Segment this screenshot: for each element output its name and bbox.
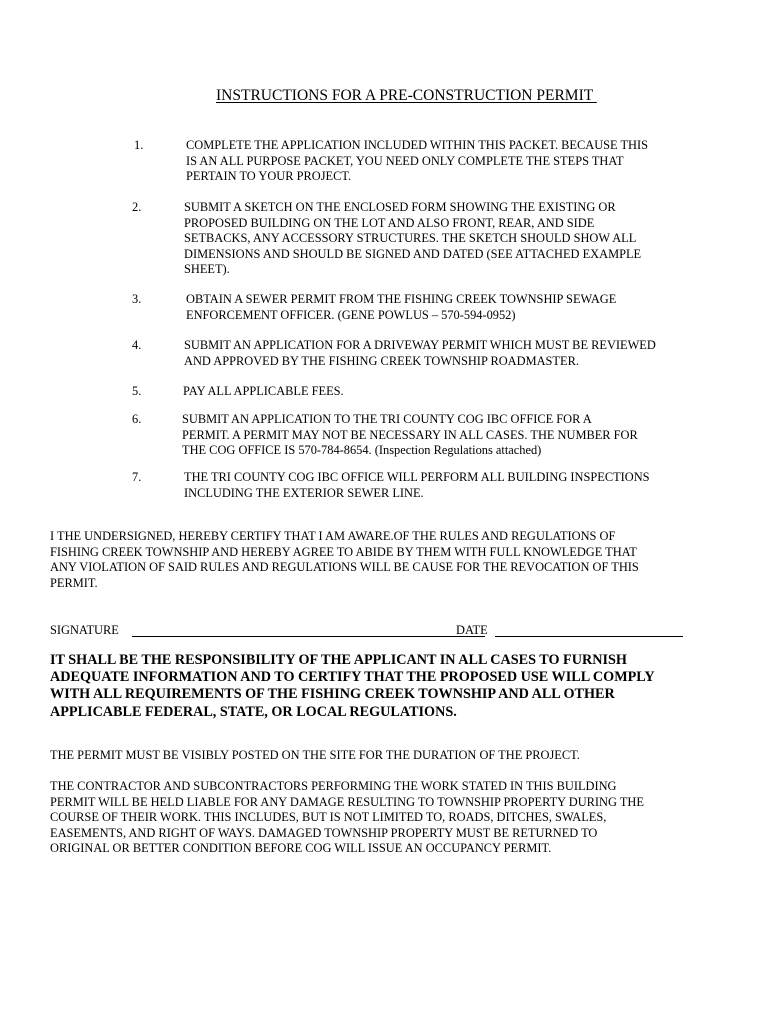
step-line: AND APPROVED BY THE FISHING CREEK TOWNSHIP ROADMASTER. [184,353,579,368]
signature-field[interactable] [132,636,485,637]
step-number: 3. [132,292,142,306]
certification-line: PERMIT. [50,575,98,590]
posting-notice: THE PERMIT MUST BE VISIBLY POSTED ON THE SITE FOR THE DURATION OF THE PROJECT. [50,748,580,762]
responsibility-statement [50,652,730,721]
step-line: IS AN ALL PURPOSE PACKET, YOU NEED ONLY COMPLETE THE STEPS THAT [186,153,624,168]
step-line: PROPOSED BUILDING ON THE LOT AND ALSO FRONT, REAR, AND SIDE [184,215,595,230]
contractor-line: COURSE OF THEIR WORK. THIS INCLUDES, BUT IS NOT LIMITED TO, ROADS, DITCHES, SWALES, [50,810,607,825]
step-line: SHEET). [184,262,230,277]
responsibility-line: IT SHALL BE THE RESPONSIBILITY OF THE APPLICANT IN ALL CASES TO FURNISH [50,652,627,668]
step-line: COMPLETE THE APPLICATION INCLUDED WITHIN THIS PACKET. BECAUSE THIS [186,138,649,152]
certification-line: ANY VIOLATION OF SAID RULES AND REGULATIONS WILL BE CAUSE FOR THE REVOCATION OF THIS [50,560,639,575]
step-number: 1. [134,138,144,152]
contractor-line: THE CONTRACTOR AND SUBCONTRACTORS PERFORMING THE WORK STATED IN THIS BUILDING [50,779,617,793]
step-line: THE TRI COUNTY COG IBC OFFICE WILL PERFORM ALL BUILDING INSPECTIONS [184,470,650,484]
step-text [184,470,650,501]
step-line: SETBACKS, ANY ACCESSORY STRUCTURES. THE SKETCH SHOULD SHOW ALL [184,231,637,246]
step-line: PERTAIN TO YOUR PROJECT. [186,169,352,184]
step-line: SUBMIT AN APPLICATION FOR A DRIVEWAY PERMIT WHICH MUST BE REVIEWED [184,338,656,352]
contractor-line: EASEMENTS, AND RIGHT OF WAYS. DAMAGED TOWNSHIP PROPERTY MUST BE RETURNED TO [50,825,598,840]
step-text [184,200,641,278]
step-line: OBTAIN A SEWER PERMIT FROM THE FISHING CREEK TOWNSHIP SEWAGE [186,292,617,306]
step-text [184,338,656,369]
step-text [186,138,648,185]
step-line: INCLUDING THE EXTERIOR SEWER LINE. [184,485,424,500]
certification-line: I THE UNDERSIGNED, HEREBY CERTIFY THAT I AM AWARE.OF THE RULES AND REGULATIONS OF [50,529,616,543]
responsibility-line: WITH ALL REQUIREMENTS OF THE FISHING CREEK TOWNSHIP AND ALL OTHER [50,686,615,703]
signature-row [50,623,700,641]
step-line: PAY ALL APPLICABLE FEES. [183,384,344,398]
contractor-notice [50,779,730,857]
date-field[interactable] [495,636,683,637]
step-text [182,412,638,459]
step-line: DIMENSIONS AND SHOULD BE SIGNED AND DATED (SEE ATTACHED EXAMPLE [184,246,642,261]
step-line: ENFORCEMENT OFFICER. (GENE POWLUS – 570-594-0952) [186,307,516,322]
step-line: SUBMIT AN APPLICATION TO THE TRI COUNTY COG IBC OFFICE FOR A [182,412,592,426]
step-line: SUBMIT A SKETCH ON THE ENCLOSED FORM SHOWING THE EXISTING OR [184,200,616,214]
date-label: DATE [456,623,488,637]
contractor-line: PERMIT WILL BE HELD LIABLE FOR ANY DAMAGE RESULTING TO TOWNSHIP PROPERTY DURING THE [50,794,644,809]
step-number: 2. [132,200,142,214]
step-text [186,292,616,323]
step-line: PERMIT. A PERMIT MAY NOT BE NECESSARY IN ALL CASES. THE NUMBER FOR [182,427,638,442]
responsibility-line: ADEQUATE INFORMATION AND TO CERTIFY THAT THE PROPOSED USE WILL COMPLY [50,669,655,686]
step-number: 6. [132,412,142,426]
responsibility-line: APPLICABLE FEDERAL, STATE, OR LOCAL REGULATIONS. [50,703,457,720]
step-number: 5. [132,384,142,398]
certification-line: FISHING CREEK TOWNSHIP AND HEREBY AGREE TO ABIDE BY THEM WITH FULL KNOWLEDGE THAT [50,544,637,559]
step-line: THE COG OFFICE IS 570-784-8654. (Inspection Regulations attached) [182,443,542,458]
certification-paragraph [50,529,720,591]
step-number: 7. [132,470,142,484]
page-title: INSTRUCTIONS FOR A PRE-CONSTRUCTION PERMIT [216,87,597,104]
signature-label: SIGNATURE [50,623,119,637]
step-number: 4. [132,338,142,352]
contractor-line: ORIGINAL OR BETTER CONDITION BEFORE COG WILL ISSUE AN OCCUPANCY PERMIT. [50,841,552,856]
step-text [183,384,344,400]
